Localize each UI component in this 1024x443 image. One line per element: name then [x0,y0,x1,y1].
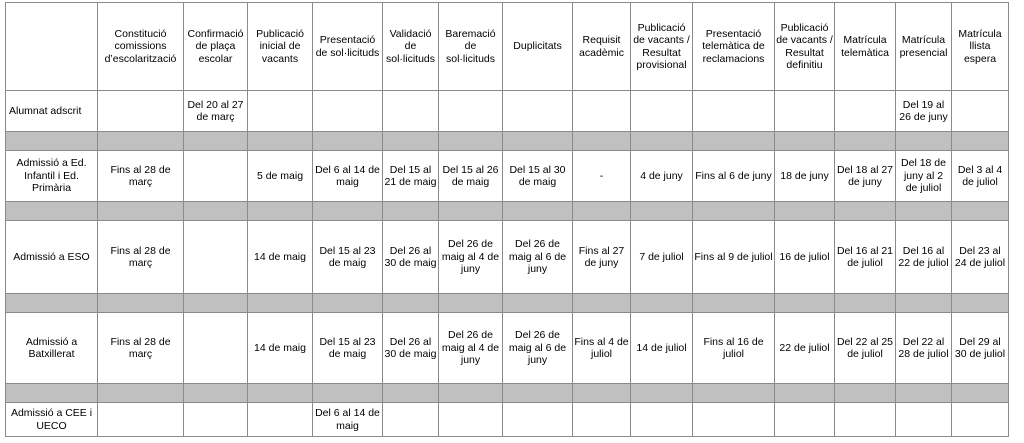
row-label: Admissió a ESO [6,221,98,294]
separator-row [6,132,1009,151]
table-cell [896,403,952,437]
table-cell: Del 26 de maig al 4 de juny [439,313,503,384]
header-cell: Confirmació de plaça escolar [184,3,248,91]
header-cell: Presentació telemàtica de reclamacions [693,3,775,91]
table-cell: Fins al 9 de juliol [693,221,775,294]
table-cell: 5 de maig [248,151,313,202]
table-cell: 7 de juliol [631,221,693,294]
table-cell: Del 3 al 4 de juliol [952,151,1009,202]
admissions-calendar-table [5,2,1009,437]
header-cell: Presentació de sol·licituds [313,3,383,91]
table-cell [835,403,896,437]
table-cell: Fins al 28 de març [98,151,184,202]
table-cell: Del 18 al 27 de juny [835,151,896,202]
table-cell: - [573,151,631,202]
separator-row [6,384,1009,403]
table-cell [573,91,631,132]
table-cell: Fins al 28 de març [98,313,184,384]
table-cell: 4 de juny [631,151,693,202]
table-cell [184,403,248,437]
table-cell: 14 de juliol [631,313,693,384]
table-cell: Del 6 al 14 de maig [313,403,383,437]
table-cell: Del 26 de maig al 6 de juny [503,221,573,294]
table-cell: Del 16 al 22 de juliol [896,221,952,294]
header-cell: Constitució comissions d’escolarització [98,3,184,91]
table-cell: Del 15 al 21 de maig [383,151,439,202]
table-cell: Del 23 al 24 de juliol [952,221,1009,294]
table-cell [835,91,896,132]
header-cell: Publicació de vacants / Resultat definitiu [775,3,835,91]
table-cell: 16 de juliol [775,221,835,294]
table-cell [248,403,313,437]
table-cell: Del 19 al 26 de juny [896,91,952,132]
table-cell: Del 29 al 30 de juliol [952,313,1009,384]
table-cell: Del 26 al 30 de maig [383,313,439,384]
table-cell [693,403,775,437]
table-cell [631,403,693,437]
table-cell: Fins al 27 de juny [573,221,631,294]
header-cell: Baremació de sol·licituds [439,3,503,91]
table-cell: Del 26 de maig al 4 de juny [439,221,503,294]
table-cell [98,403,184,437]
separator-row [6,294,1009,313]
table-cell: Fins al 6 de juny [693,151,775,202]
table-cell: Del 16 al 21 de juliol [835,221,896,294]
table-cell: Del 18 de juny al 2 de juliol [896,151,952,202]
table-cell: Del 26 al 30 de maig [383,221,439,294]
table-cell [573,403,631,437]
table-row [6,221,1009,294]
table-cell [952,403,1009,437]
header-cell: Matrícula llista espera [952,3,1009,91]
header-cell: Duplicitats [503,3,573,91]
table-cell [503,403,573,437]
table-cell [248,91,313,132]
header-cell: Matrícula telemàtica [835,3,896,91]
table-cell: Fins al 28 de març [98,221,184,294]
table-cell: 18 de juny [775,151,835,202]
table-cell [184,221,248,294]
table-cell [693,91,775,132]
table-cell [439,91,503,132]
header-cell: Publicació inicial de vacants [248,3,313,91]
table-cell: 22 de juliol [775,313,835,384]
table-cell: Del 22 al 28 de juliol [896,313,952,384]
table-cell: Del 15 al 30 de maig [503,151,573,202]
table-cell [503,91,573,132]
header-cell: Publicació de vacants / Resultat provisional [631,3,693,91]
table-cell: Del 15 al 26 de maig [439,151,503,202]
header-cell [6,3,98,91]
table-cell: Del 22 al 25 de juliol [835,313,896,384]
table-cell: Del 15 al 23 de maig [313,221,383,294]
header-cell: Matrícula presencial [896,3,952,91]
header-cell: Validació de sol·licituds [383,3,439,91]
header-row [6,3,1009,91]
table-cell [439,403,503,437]
table-cell: Del 15 al 23 de maig [313,313,383,384]
table-cell [775,403,835,437]
row-label: Alumnat adscrit [6,91,98,132]
table-cell: 14 de maig [248,221,313,294]
table-cell [184,151,248,202]
row-label: Admissió a Ed. Infantil i Ed. Primària [6,151,98,202]
table-row [6,313,1009,384]
table-cell [775,91,835,132]
table-row [6,403,1009,437]
table-cell: Del 6 al 14 de maig [313,151,383,202]
table-cell: Del 26 de maig al 6 de juny [503,313,573,384]
table-cell [952,91,1009,132]
table-cell [631,91,693,132]
table-cell: Del 20 al 27 de març [184,91,248,132]
table-cell [383,91,439,132]
table-cell [98,91,184,132]
header-cell: Requisit acadèmic [573,3,631,91]
table-cell [383,403,439,437]
table-row [6,151,1009,202]
table-cell: Fins al 4 de juliol [573,313,631,384]
table-cell: 14 de maig [248,313,313,384]
table-cell [313,91,383,132]
row-label: Admissió a CEE i UECO [6,403,98,437]
table-row [6,91,1009,132]
separator-row [6,202,1009,221]
table-cell: Fins al 16 de juliol [693,313,775,384]
table-cell [184,313,248,384]
row-label: Admissió a Batxillerat [6,313,98,384]
